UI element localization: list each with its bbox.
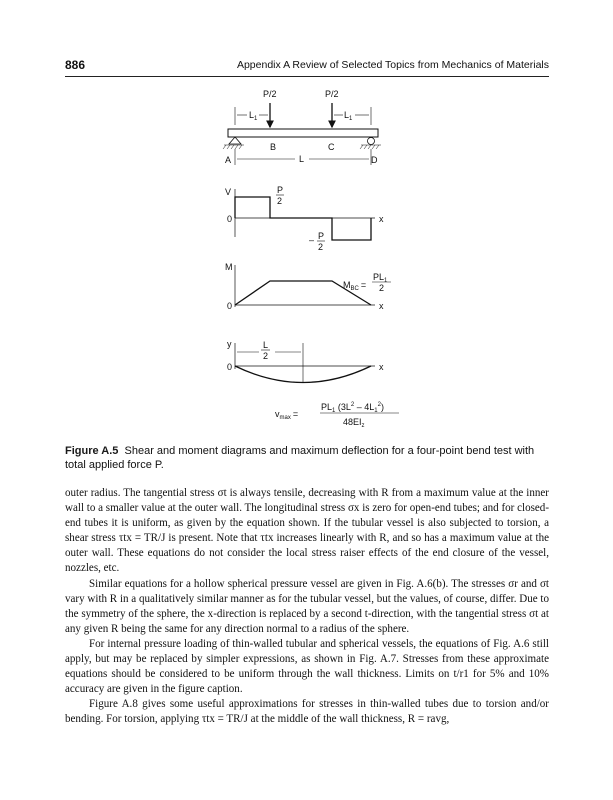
moment-mbc: $M_{BC}$ = — [343, 280, 367, 292]
roller-support — [368, 138, 375, 145]
point-d: D — [371, 155, 378, 165]
body-text — [65, 486, 549, 728]
dim-span-label: L — [299, 154, 305, 164]
point-c: C — [328, 142, 335, 152]
deflection-zero: 0 — [227, 362, 233, 372]
paragraph-2: Similar equations for a hollow spherical pressure vessel are given in Fig. A.6(b). The stresses σr and σt vary with R in a qualitatively similar manner as for the tubular vessel, but the values, of course, differ. Due to the symmetry of the sphere, the x-direction is replaced by a second t-direction, with the tangential stress σt at any given R being the same for any direction normal to a radius of the sphere. — [65, 577, 549, 635]
caption-text: Shear and moment diagrams and maximum deflection for a four-point bend test with total applied force P. — [65, 445, 535, 471]
moment-x-label: x — [379, 301, 384, 311]
point-b: B — [270, 142, 277, 152]
point-a: A — [225, 155, 232, 165]
load-label-left: P/2 — [263, 89, 277, 99]
figure-a5 — [215, 85, 400, 445]
deflection-vmax: $v_{max}$ = — [275, 409, 299, 421]
shear-pos-den: 2 — [277, 196, 283, 206]
shear-neg-den: 2 — [318, 242, 324, 252]
moment-den: 2 — [379, 283, 385, 293]
moment-curve — [235, 281, 371, 305]
paragraph-4: Figure A.8 gives some useful approximations for stresses in thin-walled tubes due to torsion and/or bending. For torsion, applying τtx = TR/J at the middle of the wall thickness, R = ravg, — [65, 698, 549, 726]
paragraph-1: outer radius. The tangential stress σt is always tensile, decreasing with R from a maximum value at the inner wall to a smaller value at the outer wall. The longitudinal stress σx is zero for open-end tubes; and for closed-end tubes it is uniform, as given by the equation shown. If the tubular vessel is also subjected to torsion, a shear stress τtx = TR/J is present. Note that τtx increases linearly with R, and so has a maximum value at the outer wall. These equations do not consider the local stress raiser effects of the end closure of the vessel, nozzles, etc. — [65, 487, 550, 575]
deflection-denominator: $48EI_z$ — [343, 417, 365, 429]
figure-caption — [65, 445, 549, 472]
figure-label: Figure A.5 — [65, 445, 119, 457]
load-label-right: P/2 — [325, 89, 339, 99]
shear-neg-num: P — [318, 231, 325, 241]
shear-neg-sign: – — [309, 235, 315, 245]
dim-l1-left-label: $L_1$ — [249, 110, 258, 122]
paragraph-3: For internal pressure loading of thin-walled tubular and spherical vessels, the equations of Fig. A.6 still apply, but may be replaced by simpler expressions, as shown in Fig. A.7. Stresses from these approximate equations should be considered to be uniform through the wall thickness. Limits on t/r1 for 5% and 10% accuracy are given in the figure caption. — [65, 637, 549, 696]
deflection-numerator: $PL_1$ $(3L^2 - 4L_1^2)$ — [321, 402, 384, 414]
page-header — [65, 58, 549, 78]
moment-num: $PL_1$ — [373, 272, 388, 284]
shear-zero: 0 — [227, 214, 233, 224]
moment-zero: 0 — [227, 301, 233, 311]
shear-curve — [235, 197, 371, 240]
deflection-half-num: L — [263, 340, 269, 350]
deflection-axis-label: y — [227, 339, 232, 349]
moment-axis-label: M — [225, 262, 233, 272]
beam-diagram — [215, 85, 400, 440]
shear-pos-num: P — [277, 185, 284, 195]
page-number: 886 — [65, 58, 86, 72]
pin-support — [229, 137, 241, 144]
dim-l1-right-label: $L_1$ — [344, 110, 353, 122]
shear-x-label: x — [379, 214, 384, 224]
header-rule — [65, 76, 549, 77]
deflection-half-den: 2 — [263, 351, 269, 361]
shear-axis-label: V — [225, 187, 232, 197]
running-head: Appendix A Review of Selected Topics from Mechanics of Materials — [236, 59, 549, 71]
beam — [228, 129, 378, 137]
deflection-x-label: x — [379, 362, 384, 372]
